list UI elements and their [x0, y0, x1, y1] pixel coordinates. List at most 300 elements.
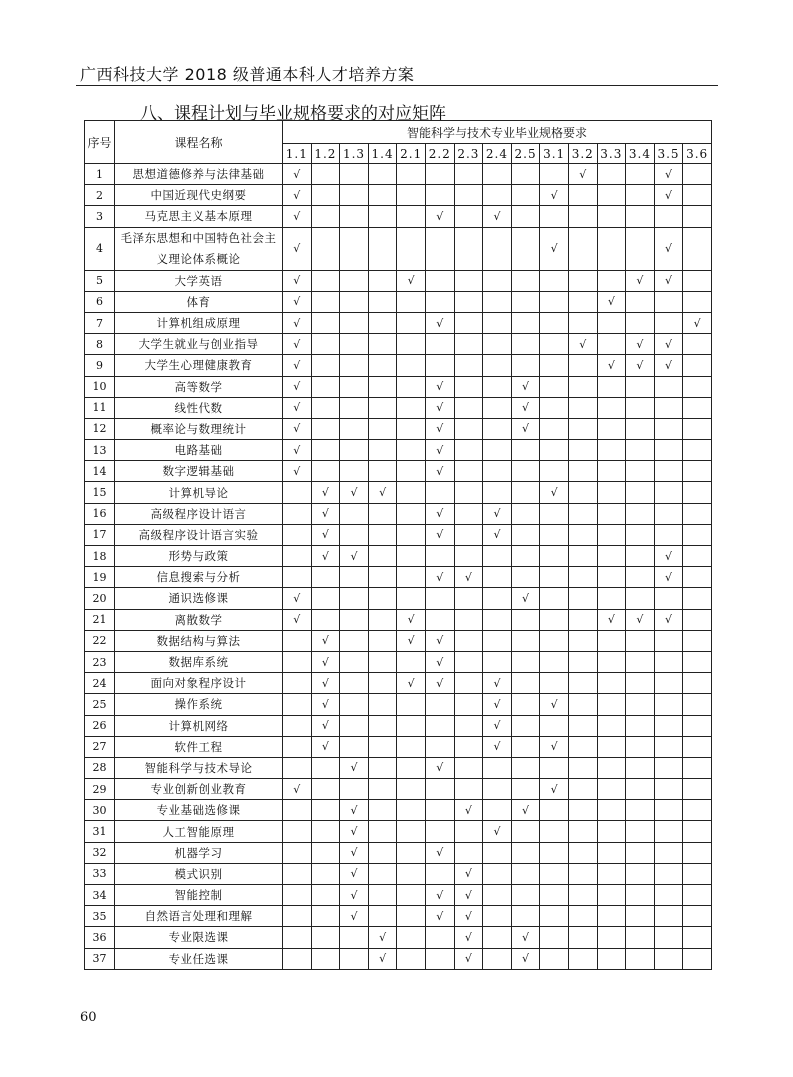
empty-cell — [368, 312, 397, 333]
empty-cell — [540, 863, 569, 884]
empty-cell — [540, 524, 569, 545]
requirement-code-header: 3.5 — [654, 144, 683, 164]
empty-cell — [511, 334, 540, 355]
table-row — [85, 461, 712, 482]
empty-cell — [340, 673, 369, 694]
empty-cell — [368, 418, 397, 439]
empty-cell — [397, 715, 426, 736]
row-number-cell: 27 — [85, 736, 115, 757]
course-name-cell: 人工智能原理 — [115, 821, 283, 842]
empty-cell — [368, 503, 397, 524]
empty-cell — [397, 842, 426, 863]
table-row — [85, 503, 712, 524]
empty-cell — [654, 418, 683, 439]
check-mark-cell: √ — [425, 418, 454, 439]
check-mark-cell: √ — [511, 588, 540, 609]
check-mark-cell: √ — [654, 609, 683, 630]
empty-cell — [568, 906, 597, 927]
empty-cell — [683, 630, 712, 651]
row-number-cell: 37 — [85, 948, 115, 969]
check-mark-cell: √ — [654, 355, 683, 376]
check-mark-cell: √ — [283, 461, 312, 482]
check-mark-cell: √ — [283, 185, 312, 206]
empty-cell — [311, 418, 340, 439]
empty-cell — [568, 927, 597, 948]
table-row — [85, 694, 712, 715]
empty-cell — [626, 376, 655, 397]
check-mark-cell: √ — [483, 673, 512, 694]
empty-cell — [654, 673, 683, 694]
empty-cell — [626, 906, 655, 927]
empty-cell — [568, 418, 597, 439]
empty-cell — [340, 397, 369, 418]
empty-cell — [568, 842, 597, 863]
check-mark-cell: √ — [425, 842, 454, 863]
empty-cell — [340, 334, 369, 355]
empty-cell — [568, 524, 597, 545]
empty-cell — [425, 821, 454, 842]
table-row — [85, 164, 712, 185]
check-mark-cell: √ — [311, 546, 340, 567]
empty-cell — [540, 567, 569, 588]
check-mark-cell: √ — [425, 206, 454, 227]
check-mark-cell: √ — [425, 440, 454, 461]
empty-cell — [483, 885, 512, 906]
empty-cell — [454, 440, 483, 461]
check-mark-cell: √ — [311, 630, 340, 651]
empty-cell — [626, 800, 655, 821]
empty-cell — [311, 397, 340, 418]
table-row — [85, 334, 712, 355]
course-name-cell: 通识选修课 — [115, 588, 283, 609]
table-row — [85, 546, 712, 567]
empty-cell — [340, 461, 369, 482]
course-name-cell: 高级程序设计语言 — [115, 503, 283, 524]
course-name-cell: 高级程序设计语言实验 — [115, 524, 283, 545]
empty-cell — [568, 291, 597, 312]
matrix-header — [85, 121, 712, 164]
empty-cell — [654, 906, 683, 927]
check-mark-cell: √ — [483, 821, 512, 842]
empty-cell — [397, 567, 426, 588]
table-row — [85, 609, 712, 630]
empty-cell — [483, 291, 512, 312]
empty-cell — [511, 524, 540, 545]
row-number-cell: 33 — [85, 863, 115, 884]
row-number-cell: 20 — [85, 588, 115, 609]
course-name-cell: 马克思主义基本原理 — [115, 206, 283, 227]
course-name-cell: 线性代数 — [115, 397, 283, 418]
empty-cell — [397, 206, 426, 227]
empty-cell — [311, 312, 340, 333]
check-mark-cell: √ — [454, 948, 483, 969]
course-name-cell: 大学英语 — [115, 270, 283, 291]
empty-cell — [654, 440, 683, 461]
empty-cell — [454, 291, 483, 312]
check-mark-cell: √ — [626, 270, 655, 291]
requirement-code-header: 2.2 — [425, 144, 454, 164]
column-header-course-name: 课程名称 — [115, 121, 283, 164]
check-mark-cell: √ — [311, 715, 340, 736]
empty-cell — [511, 227, 540, 270]
empty-cell — [597, 630, 626, 651]
empty-cell — [397, 355, 426, 376]
empty-cell — [425, 736, 454, 757]
table-row — [85, 270, 712, 291]
empty-cell — [683, 863, 712, 884]
empty-cell — [683, 227, 712, 270]
empty-cell — [683, 546, 712, 567]
empty-cell — [654, 779, 683, 800]
check-mark-cell: √ — [425, 651, 454, 672]
row-number-cell: 31 — [85, 821, 115, 842]
empty-cell — [626, 524, 655, 545]
empty-cell — [368, 376, 397, 397]
empty-cell — [683, 291, 712, 312]
empty-cell — [654, 694, 683, 715]
check-mark-cell: √ — [425, 461, 454, 482]
check-mark-cell: √ — [425, 885, 454, 906]
empty-cell — [340, 694, 369, 715]
empty-cell — [683, 715, 712, 736]
empty-cell — [340, 651, 369, 672]
empty-cell — [683, 906, 712, 927]
check-mark-cell: √ — [311, 651, 340, 672]
empty-cell — [654, 482, 683, 503]
empty-cell — [597, 164, 626, 185]
check-mark-cell: √ — [368, 482, 397, 503]
empty-cell — [626, 397, 655, 418]
empty-cell — [626, 927, 655, 948]
empty-cell — [368, 588, 397, 609]
empty-cell — [311, 461, 340, 482]
empty-cell — [654, 863, 683, 884]
empty-cell — [425, 800, 454, 821]
empty-cell — [626, 567, 655, 588]
row-number-cell: 26 — [85, 715, 115, 736]
empty-cell — [397, 948, 426, 969]
empty-cell — [311, 757, 340, 778]
empty-cell — [425, 355, 454, 376]
empty-cell — [454, 185, 483, 206]
empty-cell — [568, 694, 597, 715]
empty-cell — [311, 609, 340, 630]
empty-cell — [283, 524, 312, 545]
empty-cell — [540, 757, 569, 778]
empty-cell — [683, 757, 712, 778]
column-group-header: 智能科学与技术专业毕业规格要求 — [283, 121, 712, 144]
empty-cell — [568, 715, 597, 736]
empty-cell — [511, 355, 540, 376]
check-mark-cell: √ — [283, 397, 312, 418]
requirement-code-header: 1.2 — [311, 144, 340, 164]
empty-cell — [540, 164, 569, 185]
table-row — [85, 715, 712, 736]
empty-cell — [683, 736, 712, 757]
empty-cell — [568, 397, 597, 418]
empty-cell — [540, 800, 569, 821]
course-name-cell: 形势与政策 — [115, 546, 283, 567]
empty-cell — [511, 482, 540, 503]
empty-cell — [454, 673, 483, 694]
empty-cell — [368, 440, 397, 461]
check-mark-cell: √ — [654, 185, 683, 206]
row-number-cell: 22 — [85, 630, 115, 651]
empty-cell — [340, 779, 369, 800]
empty-cell — [368, 227, 397, 270]
table-row — [85, 863, 712, 884]
empty-cell — [626, 291, 655, 312]
page-number: 60 — [80, 1010, 97, 1025]
empty-cell — [340, 164, 369, 185]
empty-cell — [368, 524, 397, 545]
empty-cell — [568, 312, 597, 333]
empty-cell — [425, 291, 454, 312]
empty-cell — [511, 757, 540, 778]
empty-cell — [311, 588, 340, 609]
row-number-cell: 29 — [85, 779, 115, 800]
empty-cell — [683, 185, 712, 206]
empty-cell — [283, 630, 312, 651]
empty-cell — [368, 397, 397, 418]
empty-cell — [368, 291, 397, 312]
check-mark-cell: √ — [283, 270, 312, 291]
row-number-cell: 14 — [85, 461, 115, 482]
empty-cell — [311, 185, 340, 206]
row-number-cell: 8 — [85, 334, 115, 355]
check-mark-cell: √ — [597, 291, 626, 312]
course-name-cell: 大学生心理健康教育 — [115, 355, 283, 376]
empty-cell — [654, 715, 683, 736]
empty-cell — [454, 334, 483, 355]
table-row — [85, 651, 712, 672]
empty-cell — [483, 334, 512, 355]
empty-cell — [483, 355, 512, 376]
empty-cell — [626, 779, 655, 800]
empty-cell — [626, 948, 655, 969]
empty-cell — [540, 651, 569, 672]
empty-cell — [368, 185, 397, 206]
empty-cell — [540, 715, 569, 736]
requirement-code-header: 1.3 — [340, 144, 369, 164]
row-number-cell: 15 — [85, 482, 115, 503]
empty-cell — [311, 885, 340, 906]
empty-cell — [425, 863, 454, 884]
check-mark-cell: √ — [454, 906, 483, 927]
empty-cell — [483, 588, 512, 609]
empty-cell — [425, 715, 454, 736]
empty-cell — [397, 334, 426, 355]
check-mark-cell: √ — [340, 863, 369, 884]
empty-cell — [454, 312, 483, 333]
empty-cell — [654, 800, 683, 821]
empty-cell — [454, 227, 483, 270]
check-mark-cell: √ — [511, 418, 540, 439]
check-mark-cell: √ — [397, 270, 426, 291]
empty-cell — [425, 588, 454, 609]
empty-cell — [511, 736, 540, 757]
empty-cell — [597, 948, 626, 969]
row-number-cell: 18 — [85, 546, 115, 567]
empty-cell — [511, 779, 540, 800]
empty-cell — [511, 673, 540, 694]
check-mark-cell: √ — [511, 800, 540, 821]
empty-cell — [683, 694, 712, 715]
empty-cell — [368, 206, 397, 227]
course-name-cell: 大学生就业与创业指导 — [115, 334, 283, 355]
empty-cell — [397, 461, 426, 482]
empty-cell — [340, 376, 369, 397]
empty-cell — [368, 546, 397, 567]
requirement-code-header: 1.1 — [283, 144, 312, 164]
empty-cell — [397, 736, 426, 757]
empty-cell — [311, 800, 340, 821]
course-name-cell: 毛泽东思想和中国特色社会主义理论体系概论 — [115, 227, 283, 270]
empty-cell — [568, 863, 597, 884]
requirement-code-header: 3.6 — [683, 144, 712, 164]
course-name-cell: 专业基础选修课 — [115, 800, 283, 821]
table-row — [85, 948, 712, 969]
course-name-cell: 专业创新创业教育 — [115, 779, 283, 800]
check-mark-cell: √ — [540, 227, 569, 270]
row-number-cell: 25 — [85, 694, 115, 715]
empty-cell — [397, 185, 426, 206]
empty-cell — [626, 630, 655, 651]
empty-cell — [511, 461, 540, 482]
check-mark-cell: √ — [597, 609, 626, 630]
empty-cell — [454, 524, 483, 545]
table-row — [85, 355, 712, 376]
course-name-cell: 体育 — [115, 291, 283, 312]
empty-cell — [483, 948, 512, 969]
empty-cell — [483, 482, 512, 503]
empty-cell — [597, 482, 626, 503]
empty-cell — [397, 821, 426, 842]
empty-cell — [283, 842, 312, 863]
empty-cell — [626, 164, 655, 185]
empty-cell — [397, 779, 426, 800]
empty-cell — [540, 461, 569, 482]
empty-cell — [454, 842, 483, 863]
empty-cell — [368, 715, 397, 736]
header-divider — [76, 85, 718, 86]
empty-cell — [597, 206, 626, 227]
empty-cell — [597, 800, 626, 821]
empty-cell — [454, 270, 483, 291]
empty-cell — [454, 757, 483, 778]
empty-cell — [454, 206, 483, 227]
course-name-cell: 高等数学 — [115, 376, 283, 397]
empty-cell — [597, 185, 626, 206]
empty-cell — [597, 312, 626, 333]
empty-cell — [368, 164, 397, 185]
check-mark-cell: √ — [340, 885, 369, 906]
empty-cell — [511, 630, 540, 651]
course-name-cell: 智能科学与技术导论 — [115, 757, 283, 778]
empty-cell — [511, 270, 540, 291]
empty-cell — [568, 651, 597, 672]
empty-cell — [340, 206, 369, 227]
check-mark-cell: √ — [483, 736, 512, 757]
check-mark-cell: √ — [597, 355, 626, 376]
empty-cell — [654, 948, 683, 969]
course-name-cell: 专业限选课 — [115, 927, 283, 948]
empty-cell — [597, 588, 626, 609]
empty-cell — [454, 503, 483, 524]
check-mark-cell: √ — [283, 779, 312, 800]
empty-cell — [597, 863, 626, 884]
empty-cell — [397, 482, 426, 503]
course-name-cell: 数字逻辑基础 — [115, 461, 283, 482]
empty-cell — [368, 567, 397, 588]
check-mark-cell: √ — [340, 482, 369, 503]
empty-cell — [425, 482, 454, 503]
empty-cell — [597, 906, 626, 927]
empty-cell — [483, 270, 512, 291]
empty-cell — [683, 842, 712, 863]
empty-cell — [311, 227, 340, 270]
empty-cell — [340, 630, 369, 651]
empty-cell — [626, 227, 655, 270]
course-name-cell: 数据结构与算法 — [115, 630, 283, 651]
empty-cell — [311, 164, 340, 185]
table-row — [85, 227, 712, 270]
course-name-cell: 智能控制 — [115, 885, 283, 906]
empty-cell — [283, 694, 312, 715]
empty-cell — [654, 588, 683, 609]
check-mark-cell: √ — [340, 546, 369, 567]
empty-cell — [454, 779, 483, 800]
empty-cell — [540, 418, 569, 439]
empty-cell — [483, 461, 512, 482]
empty-cell — [568, 185, 597, 206]
empty-cell — [340, 524, 369, 545]
empty-cell — [540, 948, 569, 969]
check-mark-cell: √ — [283, 418, 312, 439]
empty-cell — [540, 927, 569, 948]
check-mark-cell: √ — [311, 524, 340, 545]
empty-cell — [311, 821, 340, 842]
empty-cell — [540, 546, 569, 567]
empty-cell — [283, 503, 312, 524]
empty-cell — [283, 567, 312, 588]
requirement-code-header: 3.4 — [626, 144, 655, 164]
empty-cell — [283, 948, 312, 969]
check-mark-cell: √ — [425, 376, 454, 397]
empty-cell — [368, 863, 397, 884]
check-mark-cell: √ — [283, 440, 312, 461]
empty-cell — [683, 418, 712, 439]
empty-cell — [540, 270, 569, 291]
empty-cell — [368, 694, 397, 715]
check-mark-cell: √ — [654, 227, 683, 270]
empty-cell — [311, 906, 340, 927]
empty-cell — [511, 164, 540, 185]
empty-cell — [483, 376, 512, 397]
table-row — [85, 800, 712, 821]
empty-cell — [597, 715, 626, 736]
course-name-cell: 计算机网络 — [115, 715, 283, 736]
empty-cell — [368, 736, 397, 757]
empty-cell — [454, 694, 483, 715]
check-mark-cell: √ — [425, 524, 454, 545]
empty-cell — [597, 524, 626, 545]
empty-cell — [568, 206, 597, 227]
check-mark-cell: √ — [283, 376, 312, 397]
empty-cell — [283, 757, 312, 778]
empty-cell — [483, 630, 512, 651]
table-row — [85, 567, 712, 588]
